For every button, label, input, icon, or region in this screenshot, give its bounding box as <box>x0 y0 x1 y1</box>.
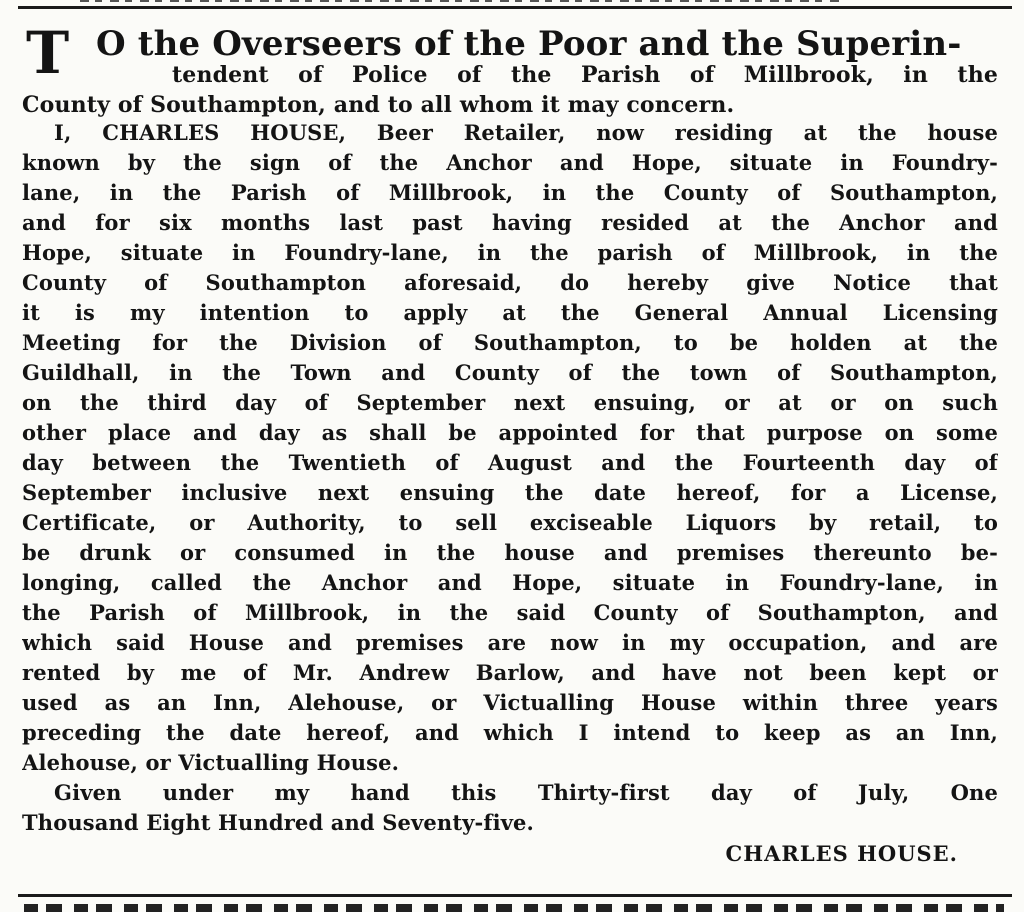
body-line: September inclusive next ensuing the date hereof, for a License, <box>22 480 998 505</box>
previous-notice-fragment <box>80 0 840 2</box>
body-line: County of Southampton aforesaid, do hereby give Notice that <box>22 270 998 295</box>
licensing-notice <box>22 14 998 868</box>
body-line: rented by me of Mr. Andrew Barlow, and have not been kept or <box>22 660 998 685</box>
notice-body <box>22 118 998 838</box>
body-line: Guildhall, in the Town and County of the town of Southampton, <box>22 360 998 385</box>
body-line: Hope, situate in Foundry-lane, in the parish of Millbrook, in the <box>22 240 998 265</box>
bottom-rule <box>18 894 1012 897</box>
body-line: Certificate, or Authority, to sell exciseable Liquors by retail, to <box>22 510 998 535</box>
heading-line-3: County of Southampton, and to all whom it may concern. <box>22 92 735 118</box>
body-line: lane, in the Parish of Millbrook, in the County of Southampton, <box>22 180 998 205</box>
closing-line: Given under my hand this Thirty-first day of July, One <box>54 780 998 805</box>
signature: CHARLES HOUSE. <box>725 841 958 866</box>
body-line: Meeting for the Division of Southampton, to be holden at the <box>22 330 998 355</box>
notice-heading <box>22 14 998 118</box>
heading-line-2: tendent of Police of the Parish of Millbrook, in the <box>172 62 998 88</box>
body-line: be drunk or consumed in the house and premises thereunto be- <box>22 540 998 565</box>
next-notice-fragment <box>24 904 1004 912</box>
body-line: and for six months last past having resided at the Anchor and <box>22 210 998 235</box>
body-line: used as an Inn, Alehouse, or Victualling House within three years <box>22 690 998 715</box>
body-line: other place and day as shall be appointed for that purpose on some <box>22 420 998 445</box>
body-line: the Parish of Millbrook, in the said County of Southampton, and <box>22 600 998 625</box>
body-line: Alehouse, or Victualling House. <box>22 750 400 775</box>
body-line: I, CHARLES HOUSE, Beer Retailer, now residing at the house <box>54 120 998 145</box>
dropcap: T <box>26 19 70 87</box>
body-line: which said House and premises are now in my occupation, and are <box>22 630 998 655</box>
body-line: longing, called the Anchor and Hope, situate in Foundry-lane, in <box>22 570 998 595</box>
top-rule <box>18 6 1012 9</box>
heading-line-1: O the Overseers of the Poor and the Superin- <box>96 24 962 64</box>
body-line: it is my intention to apply at the General Annual Licensing <box>22 300 998 325</box>
body-line: day between the Twentieth of August and the Fourteenth day of <box>22 450 998 475</box>
closing-line: Thousand Eight Hundred and Seventy-five. <box>22 810 535 835</box>
body-line: on the third day of September next ensuing, or at or on such <box>22 390 998 415</box>
body-line: preceding the date hereof, and which I intend to keep as an Inn, <box>22 720 998 745</box>
body-line: known by the sign of the Anchor and Hope, situate in Foundry- <box>22 150 998 175</box>
